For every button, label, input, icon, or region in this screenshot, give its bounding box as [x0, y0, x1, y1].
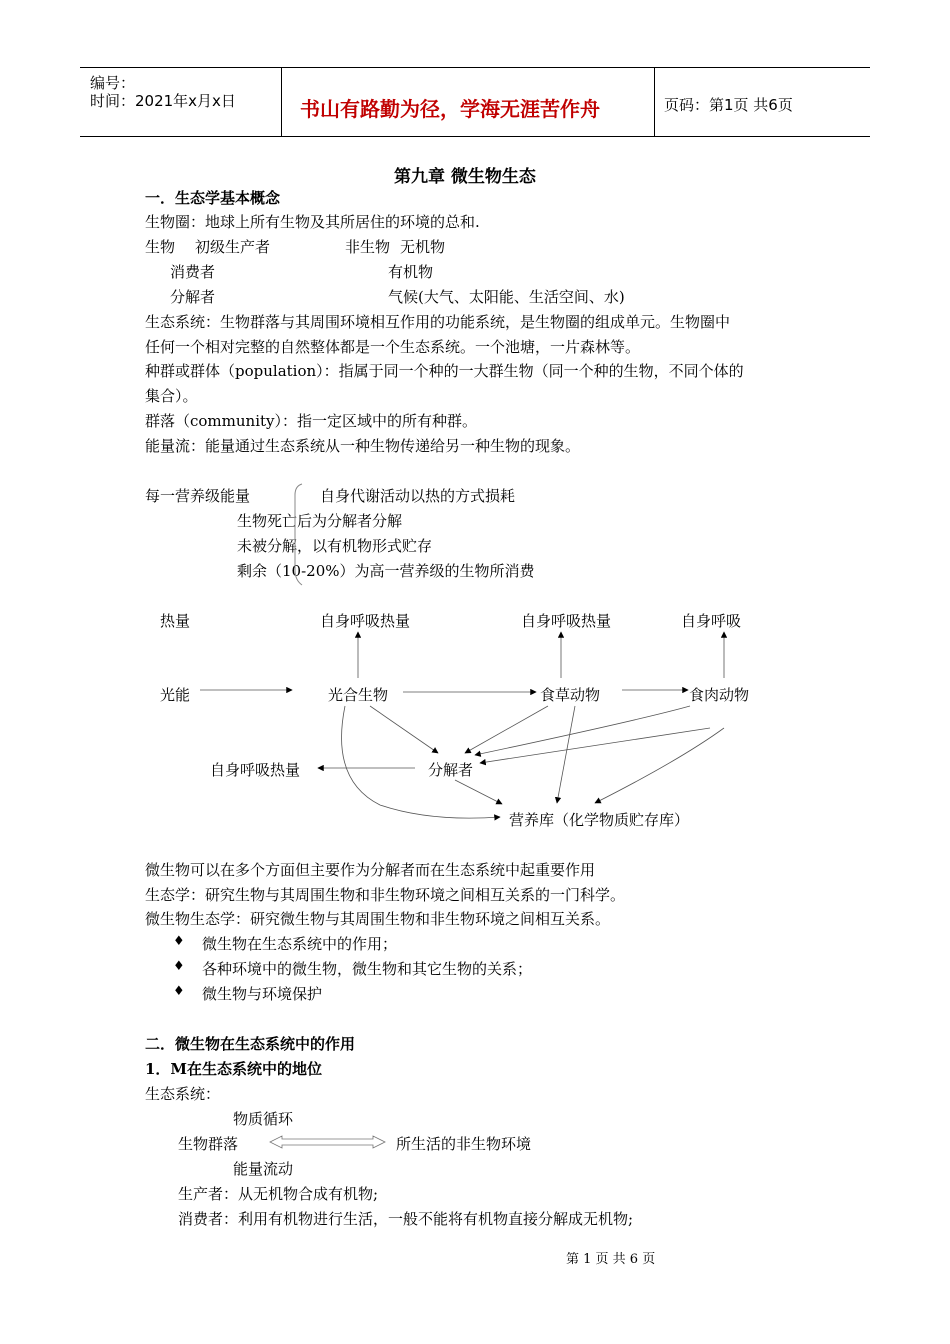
serial-label: 编号： — [90, 74, 136, 92]
carnivore-node: 食肉动物 — [689, 686, 750, 704]
trophic-item: 自身代谢活动以热的方式损耗 — [320, 487, 516, 505]
herbivore-node: 食草动物 — [540, 686, 601, 704]
population-def: 种群或群体（population）：指属于同一个种的一大群生物（同一个种的生物，不同个体的 — [145, 362, 744, 380]
matter-cycle-label: 物质循环 — [233, 1110, 294, 1128]
light-label: 光能 — [160, 686, 191, 704]
trophic-item: 未被分解，以有机物形式贮存 — [237, 537, 433, 555]
resp-heat-label: 自身呼吸热量 — [320, 612, 411, 630]
ecosystem-def: 任何一个相对完整的自然整体都是一个生态系统。一个池塘，一片森林等。 — [145, 338, 641, 356]
motto: 书山有路勤为径，学海无涯苦作舟 — [300, 97, 600, 121]
community-label: 生物群落 — [178, 1135, 239, 1153]
energy-flow-def: 能量流：能量通过生态系统从一种生物传递给另一种生物的现象。 — [145, 437, 581, 455]
diamond-bullet-icon: ♦ — [173, 959, 185, 974]
environment-label: 所生活的非生物环境 — [396, 1135, 532, 1153]
resp-heat-label: 自身呼吸热量 — [210, 761, 301, 779]
decomposer-node: 分解者 — [428, 761, 474, 779]
consumer-def: 消费者：利用有机物进行生活，一般不能将有机物直接分解成无机物; — [178, 1210, 634, 1228]
bullet-item: 各种环境中的微生物，微生物和其它生物的关系； — [202, 960, 533, 978]
arrow — [342, 706, 500, 818]
consumer-label: 消费者 — [170, 263, 216, 281]
trophic-label: 每一营养级能量 — [145, 487, 251, 505]
community-def: 群落（community）：指一定区域中的所有种群。 — [145, 412, 478, 430]
decomposer-label: 分解者 — [170, 288, 216, 306]
living-label: 生物 — [145, 238, 176, 256]
population-def: 集合）。 — [145, 387, 198, 405]
ecosystem-def: 生态系统：生物群落与其周围环境相互作用的功能系统，是生物圈的组成单元。生物圈中 — [145, 313, 731, 331]
photosynthetic-node: 光合生物 — [328, 686, 389, 704]
page-footer: 第 1 页 共 6 页 — [566, 1252, 656, 1267]
arrow — [557, 706, 575, 803]
arrow — [595, 728, 724, 803]
bullet-item: 微生物在生态系统中的作用； — [202, 935, 398, 953]
time-label: 时间：2021年x月x日 — [90, 92, 236, 110]
arrow — [480, 728, 710, 763]
organic-label: 有机物 — [388, 263, 434, 281]
producer-label: 初级生产者 — [195, 238, 271, 256]
section1-heading: 一．生态学基本概念 — [145, 189, 281, 207]
arrow — [370, 706, 438, 753]
microbial-ecology-def: 微生物生态学：研究微生物与其周围生物和非生物环境之间相互关系。 — [145, 910, 611, 928]
trophic-item: 生物死亡后为分解者分解 — [237, 512, 403, 530]
arrow — [465, 706, 548, 753]
climate-label: 气候(大气、太阳能、生活空间、水) — [388, 288, 625, 306]
brace — [295, 484, 302, 585]
producer-def: 生产者：从无机物合成有机物; — [178, 1185, 379, 1203]
ecosystem-label: 生态系统： — [145, 1085, 221, 1103]
section2-heading: 二．微生物在生态系统中的作用 — [145, 1035, 356, 1053]
bullet-item: 微生物与环境保护 — [202, 985, 323, 1003]
nonliving-label: 非生物 — [345, 238, 391, 256]
resp-label: 自身呼吸 — [681, 612, 742, 630]
inorganic-label: 无机物 — [400, 238, 446, 256]
chapter-title: 第九章 微生物生态 — [394, 167, 536, 187]
section2-subheading: 1．M在生态系统中的地位 — [145, 1060, 323, 1078]
heat-label: 热量 — [160, 612, 191, 630]
biosphere-def: 生物圈：地球上所有生物及其所居住的环境的总和. — [145, 213, 480, 231]
double-arrow — [270, 1136, 385, 1148]
energy-flow-label: 能量流动 — [233, 1160, 294, 1178]
nutrient-pool-node: 营养库（化学物质贮存库） — [509, 811, 690, 829]
microbe-role: 微生物可以在多个方面但主要作为分解者而在生态系统中起重要作用 — [145, 861, 596, 879]
diamond-bullet-icon: ♦ — [173, 984, 185, 999]
trophic-item: 剩余（10-20%）为高一营养级的生物所消费 — [237, 562, 535, 580]
page-info: 页码：第1页 共6页 — [664, 96, 793, 114]
ecology-def: 生态学：研究生物与其周围生物和非生物环境之间相互关系的一门科学。 — [145, 886, 626, 904]
diamond-bullet-icon: ♦ — [173, 934, 185, 949]
resp-heat-label: 自身呼吸热量 — [521, 612, 612, 630]
arrow — [455, 780, 502, 804]
